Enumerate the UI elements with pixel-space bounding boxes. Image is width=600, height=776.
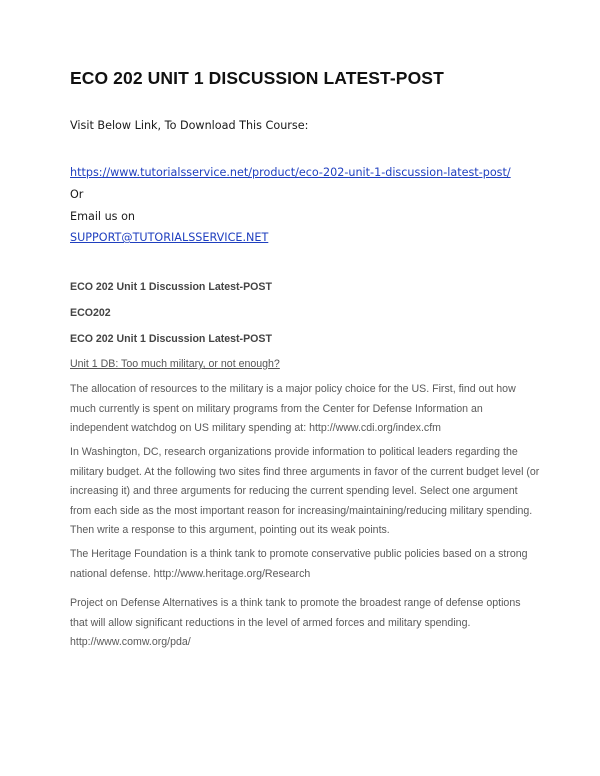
paragraph-defense-alternatives: Project on Defense Alternatives is a think tank to promote the broadest range of defense options that will allow significant reductions in the level of armed forces and military spending. http://www.comw.org/pda/	[70, 597, 521, 649]
content-heading-1: ECO 202 Unit 1 Discussion Latest-POST	[70, 281, 272, 293]
or-text: Or	[70, 188, 84, 201]
paragraph-washington: In Washington, DC, research organizations provide information to political leaders regarding the military budget. At the following two sites find three arguments in favor of the current budget level (or increasing it) and three arguments for reducing the current spending level. Select one argument from each side as the most important reason for increasing/maintaining/reducing military spending. Then write a response to this argument, pointing out its weak points.	[70, 446, 540, 537]
discussion-board-link[interactable]: Unit 1 DB: Too much military, or not enough?	[70, 358, 280, 370]
page-title: ECO 202 UNIT 1 DISCUSSION LATEST-POST	[70, 68, 444, 88]
email-label: Email us on	[70, 210, 136, 223]
visit-instruction: Visit Below Link, To Download This Course:	[70, 119, 309, 132]
content-heading-2: ECO202	[70, 307, 111, 319]
content-heading-3: ECO 202 Unit 1 Discussion Latest-POST	[70, 333, 272, 345]
email-link[interactable]: SUPPORT@TUTORIALSSERVICE.NET	[70, 231, 269, 244]
paragraph-heritage: The Heritage Foundation is a think tank to promote conservative public policies based on a strong national defense. http://www.heritage.org/Research	[70, 548, 528, 580]
paragraph-allocation: The allocation of resources to the military is a major policy choice for the US. First, find out how much currently is spent on military programs from the Center for Defense Information an independent watchdog on US military spending at: http://www.cdi.org/index.cfm	[70, 383, 516, 435]
course-link[interactable]: https://www.tutorialsservice.net/product/eco-202-unit-1-discussion-latest-post/	[70, 166, 511, 179]
